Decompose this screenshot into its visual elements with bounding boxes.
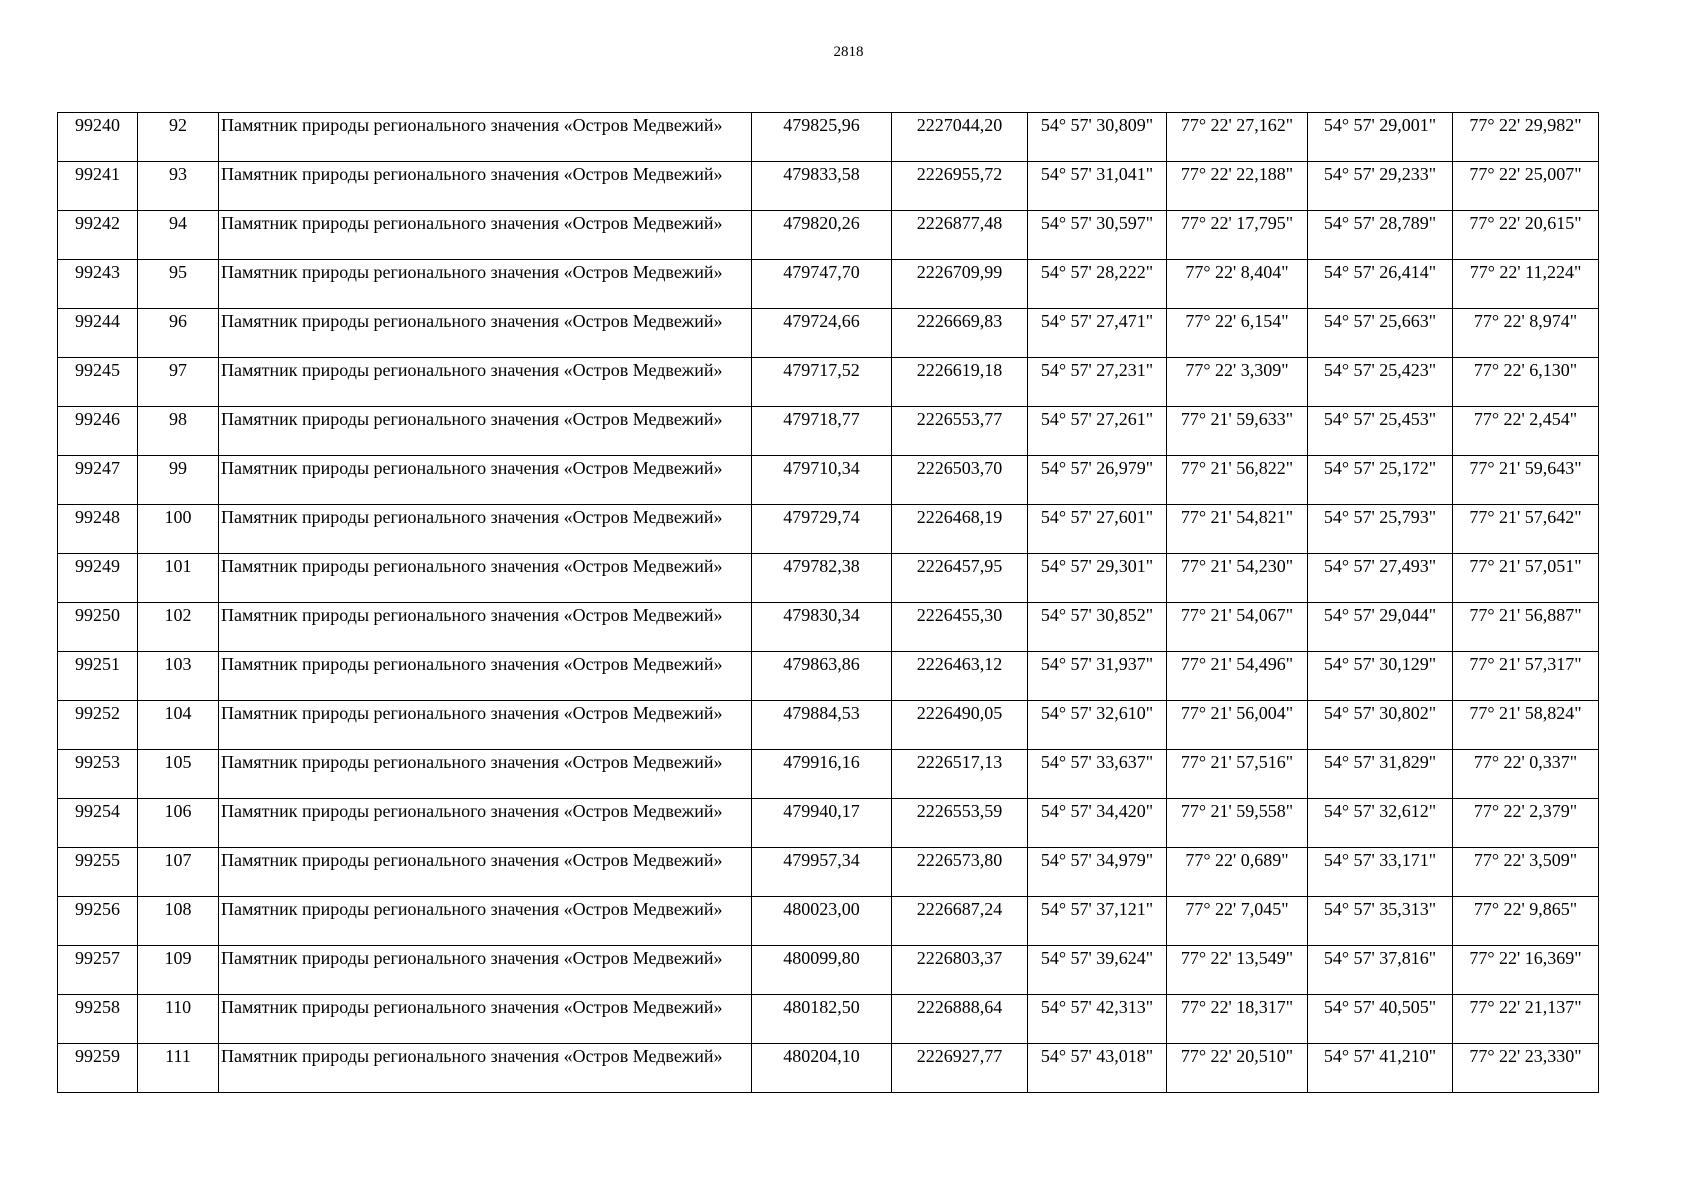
longitude-2-cell: 77° 21' 56,887" — [1453, 603, 1599, 652]
object-name-cell: Памятник природы регионального значения «Остров Медвежий» — [219, 750, 752, 799]
latitude-2-cell: 54° 57' 25,453" — [1308, 407, 1453, 456]
y-coordinate-cell: 2226619,18 — [892, 358, 1028, 407]
coordinates-table — [57, 112, 1599, 1093]
point-number-cell: 99 — [138, 456, 219, 505]
object-name-cell: Памятник природы регионального значения «Остров Медвежий» — [219, 799, 752, 848]
longitude-2-cell: 77° 21' 57,317" — [1453, 652, 1599, 701]
latitude-2-cell: 54° 57' 40,505" — [1308, 995, 1453, 1044]
object-name-cell: Памятник природы регионального значения «Остров Медвежий» — [219, 309, 752, 358]
longitude-2-cell: 77° 22' 6,130" — [1453, 358, 1599, 407]
point-number-cell: 92 — [138, 113, 219, 162]
latitude-2-cell: 54° 57' 31,829" — [1308, 750, 1453, 799]
point-number-cell: 96 — [138, 309, 219, 358]
latitude-2-cell: 54° 57' 29,233" — [1308, 162, 1453, 211]
x-coordinate-cell: 479782,38 — [752, 554, 892, 603]
y-coordinate-cell: 2226455,30 — [892, 603, 1028, 652]
point-number-cell: 95 — [138, 260, 219, 309]
x-coordinate-cell: 480023,00 — [752, 897, 892, 946]
longitude-1-cell: 77° 22' 3,309" — [1167, 358, 1308, 407]
latitude-2-cell: 54° 57' 30,129" — [1308, 652, 1453, 701]
row-id-cell: 99240 — [58, 113, 138, 162]
y-coordinate-cell: 2226687,24 — [892, 897, 1028, 946]
point-number-cell: 94 — [138, 211, 219, 260]
row-id-cell: 99243 — [58, 260, 138, 309]
object-name-cell: Памятник природы регионального значения «Остров Медвежий» — [219, 162, 752, 211]
point-number-cell: 109 — [138, 946, 219, 995]
longitude-1-cell: 77° 22' 18,317" — [1167, 995, 1308, 1044]
row-id-cell: 99244 — [58, 309, 138, 358]
longitude-2-cell: 77° 22' 23,330" — [1453, 1044, 1599, 1093]
latitude-2-cell: 54° 57' 30,802" — [1308, 701, 1453, 750]
latitude-1-cell: 54° 57' 27,231" — [1028, 358, 1167, 407]
table-row — [58, 113, 1599, 162]
latitude-1-cell: 54° 57' 30,852" — [1028, 603, 1167, 652]
latitude-2-cell: 54° 57' 25,172" — [1308, 456, 1453, 505]
object-name-cell: Памятник природы регионального значения «Остров Медвежий» — [219, 211, 752, 260]
longitude-2-cell: 77° 21' 57,642" — [1453, 505, 1599, 554]
latitude-2-cell: 54° 57' 25,793" — [1308, 505, 1453, 554]
longitude-2-cell: 77° 22' 0,337" — [1453, 750, 1599, 799]
row-id-cell: 99251 — [58, 652, 138, 701]
row-id-cell: 99249 — [58, 554, 138, 603]
longitude-2-cell: 77° 22' 29,982" — [1453, 113, 1599, 162]
longitude-2-cell: 77° 22' 8,974" — [1453, 309, 1599, 358]
longitude-1-cell: 77° 22' 13,549" — [1167, 946, 1308, 995]
x-coordinate-cell: 479830,34 — [752, 603, 892, 652]
x-coordinate-cell: 479833,58 — [752, 162, 892, 211]
latitude-1-cell: 54° 57' 26,979" — [1028, 456, 1167, 505]
row-id-cell: 99245 — [58, 358, 138, 407]
latitude-2-cell: 54° 57' 35,313" — [1308, 897, 1453, 946]
y-coordinate-cell: 2226553,77 — [892, 407, 1028, 456]
x-coordinate-cell: 479957,34 — [752, 848, 892, 897]
latitude-1-cell: 54° 57' 34,420" — [1028, 799, 1167, 848]
longitude-1-cell: 77° 22' 27,162" — [1167, 113, 1308, 162]
row-id-cell: 99247 — [58, 456, 138, 505]
longitude-1-cell: 77° 22' 22,188" — [1167, 162, 1308, 211]
point-number-cell: 102 — [138, 603, 219, 652]
y-coordinate-cell: 2226888,64 — [892, 995, 1028, 1044]
longitude-2-cell: 77° 21' 59,643" — [1453, 456, 1599, 505]
row-id-cell: 99252 — [58, 701, 138, 750]
longitude-2-cell: 77° 22' 3,509" — [1453, 848, 1599, 897]
point-number-cell: 93 — [138, 162, 219, 211]
x-coordinate-cell: 479940,17 — [752, 799, 892, 848]
point-number-cell: 105 — [138, 750, 219, 799]
x-coordinate-cell: 480204,10 — [752, 1044, 892, 1093]
object-name-cell: Памятник природы регионального значения «Остров Медвежий» — [219, 260, 752, 309]
table-row — [58, 358, 1599, 407]
table-row — [58, 995, 1599, 1044]
point-number-cell: 111 — [138, 1044, 219, 1093]
table-row — [58, 456, 1599, 505]
object-name-cell: Памятник природы регионального значения «Остров Медвежий» — [219, 1044, 752, 1093]
point-number-cell: 107 — [138, 848, 219, 897]
y-coordinate-cell: 2226553,59 — [892, 799, 1028, 848]
point-number-cell: 98 — [138, 407, 219, 456]
longitude-2-cell: 77° 22' 25,007" — [1453, 162, 1599, 211]
y-coordinate-cell: 2226669,83 — [892, 309, 1028, 358]
longitude-1-cell: 77° 22' 7,045" — [1167, 897, 1308, 946]
row-id-cell: 99241 — [58, 162, 138, 211]
row-id-cell: 99253 — [58, 750, 138, 799]
point-number-cell: 110 — [138, 995, 219, 1044]
row-id-cell: 99246 — [58, 407, 138, 456]
table-row — [58, 162, 1599, 211]
object-name-cell: Памятник природы регионального значения «Остров Медвежий» — [219, 554, 752, 603]
latitude-1-cell: 54° 57' 27,471" — [1028, 309, 1167, 358]
table-row — [58, 897, 1599, 946]
longitude-1-cell: 77° 21' 57,516" — [1167, 750, 1308, 799]
longitude-1-cell: 77° 21' 59,558" — [1167, 799, 1308, 848]
y-coordinate-cell: 2226573,80 — [892, 848, 1028, 897]
object-name-cell: Памятник природы регионального значения «Остров Медвежий» — [219, 897, 752, 946]
longitude-1-cell: 77° 21' 54,230" — [1167, 554, 1308, 603]
latitude-2-cell: 54° 57' 26,414" — [1308, 260, 1453, 309]
latitude-1-cell: 54° 57' 27,601" — [1028, 505, 1167, 554]
point-number-cell: 108 — [138, 897, 219, 946]
table-row — [58, 848, 1599, 897]
y-coordinate-cell: 2226803,37 — [892, 946, 1028, 995]
longitude-1-cell: 77° 22' 6,154" — [1167, 309, 1308, 358]
latitude-1-cell: 54° 57' 30,809" — [1028, 113, 1167, 162]
longitude-2-cell: 77° 22' 16,369" — [1453, 946, 1599, 995]
longitude-2-cell: 77° 22' 11,224" — [1453, 260, 1599, 309]
latitude-1-cell: 54° 57' 34,979" — [1028, 848, 1167, 897]
longitude-2-cell: 77° 22' 20,615" — [1453, 211, 1599, 260]
latitude-2-cell: 54° 57' 29,001" — [1308, 113, 1453, 162]
latitude-1-cell: 54° 57' 43,018" — [1028, 1044, 1167, 1093]
latitude-1-cell: 54° 57' 27,261" — [1028, 407, 1167, 456]
longitude-1-cell: 77° 21' 59,633" — [1167, 407, 1308, 456]
x-coordinate-cell: 479884,53 — [752, 701, 892, 750]
y-coordinate-cell: 2226457,95 — [892, 554, 1028, 603]
x-coordinate-cell: 479747,70 — [752, 260, 892, 309]
latitude-1-cell: 54° 57' 30,597" — [1028, 211, 1167, 260]
longitude-2-cell: 77° 22' 2,379" — [1453, 799, 1599, 848]
point-number-cell: 101 — [138, 554, 219, 603]
object-name-cell: Памятник природы регионального значения «Остров Медвежий» — [219, 456, 752, 505]
y-coordinate-cell: 2226955,72 — [892, 162, 1028, 211]
longitude-1-cell: 77° 22' 0,689" — [1167, 848, 1308, 897]
latitude-2-cell: 54° 57' 28,789" — [1308, 211, 1453, 260]
point-number-cell: 106 — [138, 799, 219, 848]
longitude-2-cell: 77° 22' 2,454" — [1453, 407, 1599, 456]
x-coordinate-cell: 480182,50 — [752, 995, 892, 1044]
x-coordinate-cell: 479863,86 — [752, 652, 892, 701]
point-number-cell: 97 — [138, 358, 219, 407]
object-name-cell: Памятник природы регионального значения «Остров Медвежий» — [219, 701, 752, 750]
latitude-2-cell: 54° 57' 41,210" — [1308, 1044, 1453, 1093]
y-coordinate-cell: 2226463,12 — [892, 652, 1028, 701]
latitude-2-cell: 54° 57' 29,044" — [1308, 603, 1453, 652]
table-row — [58, 750, 1599, 799]
longitude-1-cell: 77° 21' 54,496" — [1167, 652, 1308, 701]
latitude-1-cell: 54° 57' 39,624" — [1028, 946, 1167, 995]
x-coordinate-cell: 479710,34 — [752, 456, 892, 505]
x-coordinate-cell: 479916,16 — [752, 750, 892, 799]
row-id-cell: 99242 — [58, 211, 138, 260]
object-name-cell: Памятник природы регионального значения «Остров Медвежий» — [219, 505, 752, 554]
page-number: 2818 — [833, 44, 864, 60]
table-row — [58, 701, 1599, 750]
longitude-1-cell: 77° 22' 8,404" — [1167, 260, 1308, 309]
y-coordinate-cell: 2226490,05 — [892, 701, 1028, 750]
point-number-cell: 104 — [138, 701, 219, 750]
longitude-1-cell: 77° 21' 56,004" — [1167, 701, 1308, 750]
y-coordinate-cell: 2226503,70 — [892, 456, 1028, 505]
object-name-cell: Памятник природы регионального значения «Остров Медвежий» — [219, 358, 752, 407]
row-id-cell: 99254 — [58, 799, 138, 848]
row-id-cell: 99257 — [58, 946, 138, 995]
table-row — [58, 946, 1599, 995]
longitude-2-cell: 77° 22' 21,137" — [1453, 995, 1599, 1044]
latitude-1-cell: 54° 57' 42,313" — [1028, 995, 1167, 1044]
table-row — [58, 211, 1599, 260]
latitude-1-cell: 54° 57' 31,041" — [1028, 162, 1167, 211]
y-coordinate-cell: 2227044,20 — [892, 113, 1028, 162]
object-name-cell: Памятник природы регионального значения «Остров Медвежий» — [219, 652, 752, 701]
x-coordinate-cell: 479718,77 — [752, 407, 892, 456]
latitude-2-cell: 54° 57' 32,612" — [1308, 799, 1453, 848]
x-coordinate-cell: 479825,96 — [752, 113, 892, 162]
latitude-2-cell: 54° 57' 25,663" — [1308, 309, 1453, 358]
table-row — [58, 554, 1599, 603]
longitude-1-cell: 77° 22' 17,795" — [1167, 211, 1308, 260]
row-id-cell: 99255 — [58, 848, 138, 897]
latitude-1-cell: 54° 57' 31,937" — [1028, 652, 1167, 701]
table-row — [58, 603, 1599, 652]
point-number-cell: 103 — [138, 652, 219, 701]
row-id-cell: 99259 — [58, 1044, 138, 1093]
table-row — [58, 1044, 1599, 1093]
y-coordinate-cell: 2226709,99 — [892, 260, 1028, 309]
table-row — [58, 260, 1599, 309]
latitude-2-cell: 54° 57' 37,816" — [1308, 946, 1453, 995]
x-coordinate-cell: 479729,74 — [752, 505, 892, 554]
object-name-cell: Памятник природы регионального значения «Остров Медвежий» — [219, 407, 752, 456]
object-name-cell: Памятник природы регионального значения «Остров Медвежий» — [219, 848, 752, 897]
latitude-1-cell: 54° 57' 29,301" — [1028, 554, 1167, 603]
object-name-cell: Памятник природы регионального значения «Остров Медвежий» — [219, 113, 752, 162]
longitude-1-cell: 77° 21' 54,821" — [1167, 505, 1308, 554]
latitude-1-cell: 54° 57' 32,610" — [1028, 701, 1167, 750]
longitude-2-cell: 77° 21' 58,824" — [1453, 701, 1599, 750]
row-id-cell: 99248 — [58, 505, 138, 554]
y-coordinate-cell: 2226877,48 — [892, 211, 1028, 260]
longitude-2-cell: 77° 21' 57,051" — [1453, 554, 1599, 603]
table-body — [58, 113, 1599, 1093]
table-row — [58, 652, 1599, 701]
row-id-cell: 99258 — [58, 995, 138, 1044]
object-name-cell: Памятник природы регионального значения «Остров Медвежий» — [219, 995, 752, 1044]
table-row — [58, 309, 1599, 358]
longitude-1-cell: 77° 22' 20,510" — [1167, 1044, 1308, 1093]
y-coordinate-cell: 2226927,77 — [892, 1044, 1028, 1093]
longitude-2-cell: 77° 22' 9,865" — [1453, 897, 1599, 946]
object-name-cell: Памятник природы регионального значения «Остров Медвежий» — [219, 603, 752, 652]
row-id-cell: 99256 — [58, 897, 138, 946]
latitude-1-cell: 54° 57' 33,637" — [1028, 750, 1167, 799]
object-name-cell: Памятник природы регионального значения «Остров Медвежий» — [219, 946, 752, 995]
latitude-2-cell: 54° 57' 33,171" — [1308, 848, 1453, 897]
table-row — [58, 799, 1599, 848]
x-coordinate-cell: 479820,26 — [752, 211, 892, 260]
longitude-1-cell: 77° 21' 56,822" — [1167, 456, 1308, 505]
latitude-1-cell: 54° 57' 37,121" — [1028, 897, 1167, 946]
x-coordinate-cell: 479717,52 — [752, 358, 892, 407]
table-row — [58, 505, 1599, 554]
x-coordinate-cell: 479724,66 — [752, 309, 892, 358]
y-coordinate-cell: 2226468,19 — [892, 505, 1028, 554]
latitude-1-cell: 54° 57' 28,222" — [1028, 260, 1167, 309]
y-coordinate-cell: 2226517,13 — [892, 750, 1028, 799]
row-id-cell: 99250 — [58, 603, 138, 652]
longitude-1-cell: 77° 21' 54,067" — [1167, 603, 1308, 652]
table-row — [58, 407, 1599, 456]
point-number-cell: 100 — [138, 505, 219, 554]
latitude-2-cell: 54° 57' 27,493" — [1308, 554, 1453, 603]
latitude-2-cell: 54° 57' 25,423" — [1308, 358, 1453, 407]
x-coordinate-cell: 480099,80 — [752, 946, 892, 995]
